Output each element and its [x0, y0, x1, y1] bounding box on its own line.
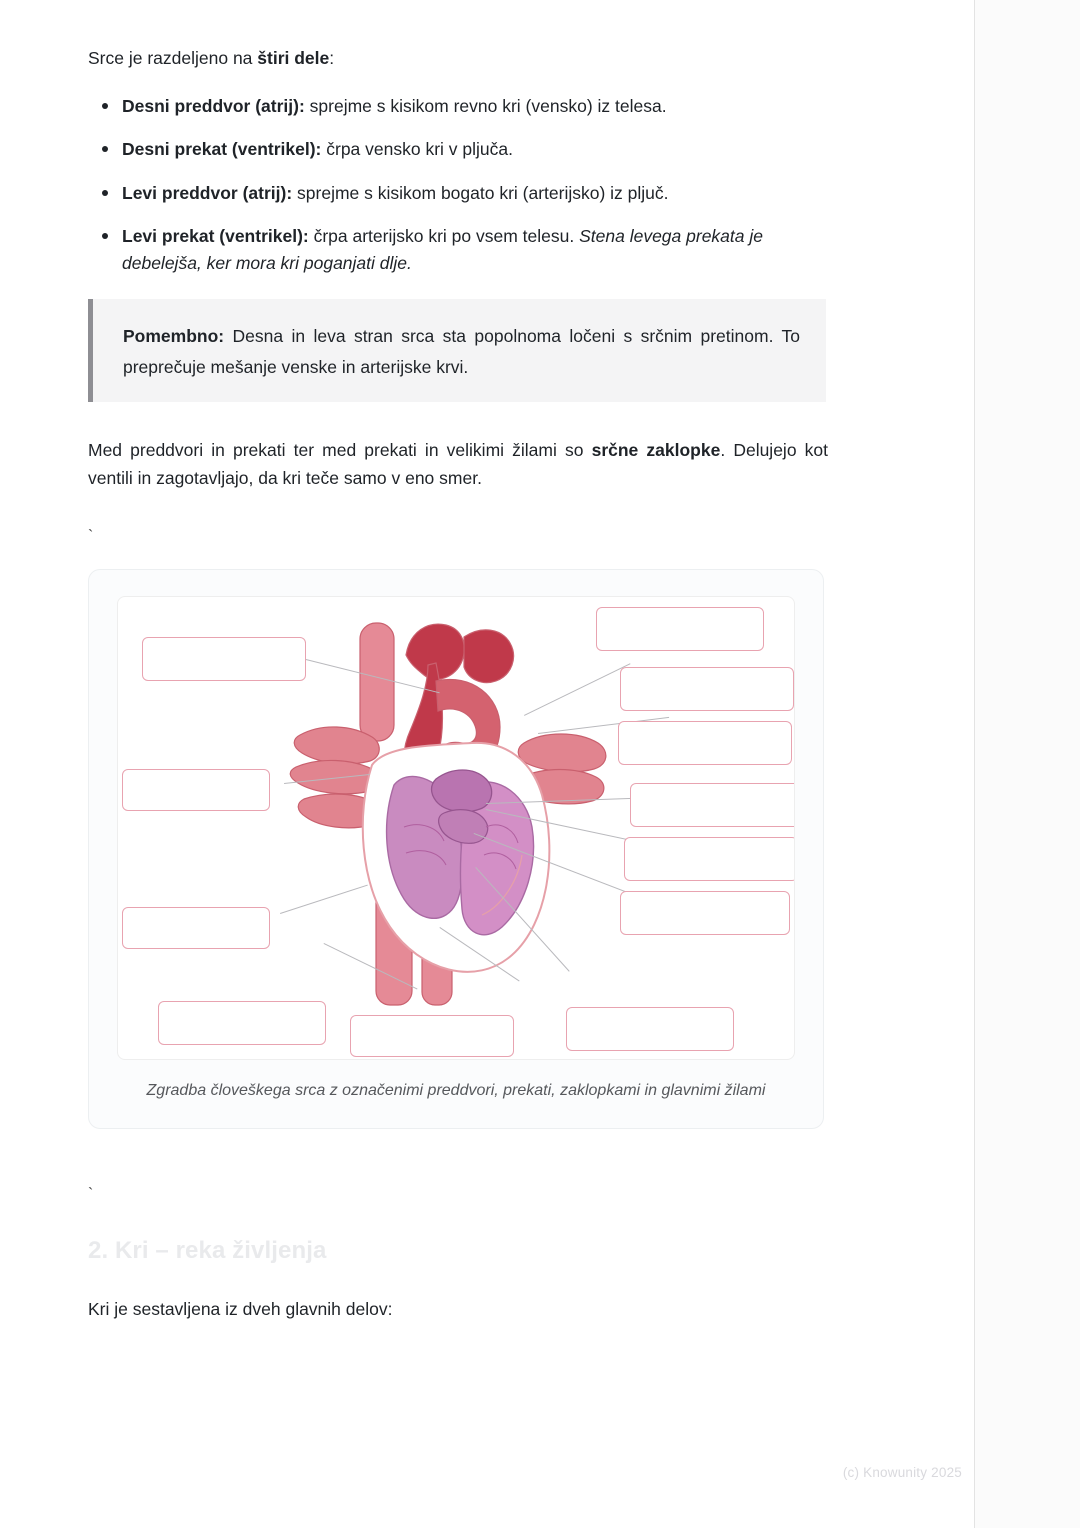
intro-paragraph — [88, 45, 840, 71]
callout-body: Desna in leva stran srca sta popolnoma ločeni s srčnim pretinom. To preprečuje mešanje venske in arterijske krvi. — [123, 325, 800, 377]
diagram-label-box[interactable] — [624, 837, 795, 881]
important-callout — [88, 299, 826, 402]
diagram-label-box[interactable] — [620, 667, 794, 711]
diagram-label-box[interactable] — [122, 907, 270, 949]
list-item-term: Desni preddvor (atrij): — [122, 96, 305, 117]
section-heading: 2. Kri – reka življenja — [88, 1237, 327, 1265]
diagram-label-box[interactable] — [158, 1001, 326, 1045]
diagram-label-box[interactable] — [350, 1015, 514, 1057]
heart-parts-list — [88, 93, 840, 277]
valves-part1: Med preddvori in prekati ter med prekati in velikimi žilami so — [88, 440, 592, 461]
list-item — [122, 180, 840, 207]
list-item-text: črpa vensko kri v pljuča. — [321, 139, 513, 160]
callout-label: Pomembno: — [123, 325, 225, 346]
callout-text — [123, 321, 800, 382]
list-item — [122, 223, 840, 277]
heart-figure-card — [88, 569, 824, 1129]
list-item-term: Levi preddvor (atrij): — [122, 182, 293, 203]
valves-part2: . Delujejo kot ventili in zagotavljajo, da kri teče samo v eno smer. — [88, 440, 829, 489]
diagram-label-box[interactable] — [620, 891, 790, 935]
code-tick-mark-bottom: ` — [88, 1186, 94, 1204]
diagram-label-box[interactable] — [618, 721, 792, 765]
intro-bold: štiri dele — [257, 48, 330, 68]
list-item-emphasis: Stena levega prekata je debelejša, ker mora kri poganjati dlje. — [122, 225, 763, 273]
valves-paragraph — [88, 436, 828, 493]
diagram-label-box[interactable] — [566, 1007, 734, 1051]
figure-caption: Zgradba človeškega srca z označenimi preddvori, prekati, zaklopkami in glavnimi žilami — [146, 1081, 766, 1099]
closing-paragraph: Kri je sestavljena iz dveh glavnih delov: — [88, 1299, 393, 1320]
list-item-term: Levi prekat (ventrikel): — [122, 225, 309, 246]
page-right-margin — [974, 0, 1080, 1528]
diagram-label-box[interactable] — [142, 637, 306, 681]
list-item-text: sprejme s kisikom revno kri (vensko) iz telesa. — [304, 96, 667, 117]
list-item — [122, 93, 840, 120]
intro-prefix: Srce je razdeljeno na — [88, 48, 258, 68]
list-item-text: sprejme s kisikom bogato kri (arterijsko) iz pljuč. — [292, 182, 669, 203]
list-item-text: črpa arterijsko kri po vsem telesu. — [308, 225, 580, 246]
heart-anatomy-illustration — [286, 615, 616, 1015]
list-item — [122, 136, 840, 163]
intro-suffix: : — [329, 48, 335, 68]
list-item-term: Desni prekat (ventrikel): — [122, 139, 322, 160]
watermark: (c) Knowunity 2025 — [842, 1465, 962, 1480]
code-tick-mark-top: ` — [88, 527, 94, 545]
document-content — [88, 45, 840, 1320]
diagram-label-box[interactable] — [122, 769, 270, 811]
valves-bold: srčne zaklopke — [591, 440, 721, 461]
diagram-label-box[interactable] — [596, 607, 764, 651]
heart-diagram — [117, 596, 795, 1060]
diagram-label-box[interactable] — [630, 783, 795, 827]
